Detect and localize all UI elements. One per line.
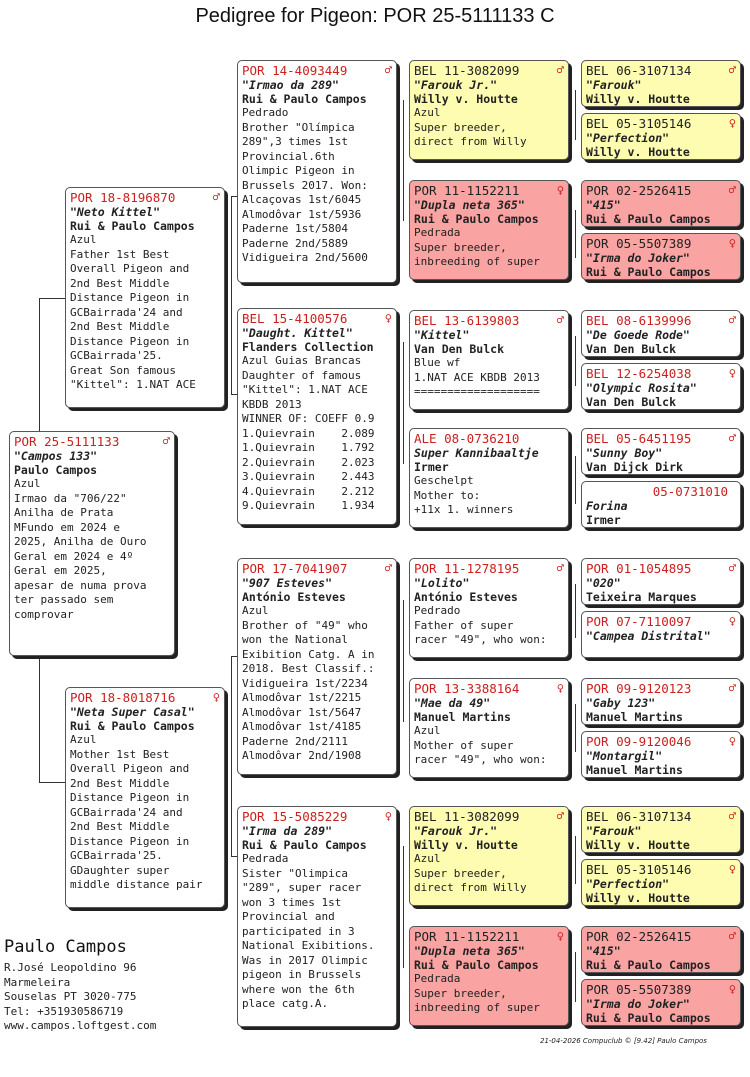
grandparent-card[interactable] xyxy=(237,558,397,775)
ring-number: 05-0731010 xyxy=(652,484,728,499)
ring-number: BEL 06-3107134 xyxy=(586,809,692,824)
ancestor-card[interactable] xyxy=(581,363,741,410)
connector-line xyxy=(575,836,576,884)
ring-number: BEL 05-3105146 xyxy=(586,862,692,877)
owner-name: Manuel Martins xyxy=(586,763,683,777)
pigeon-notes: Super breeder, inbreeding of super xyxy=(414,240,540,268)
breeder-locality: Marmeleira xyxy=(4,975,71,989)
breeder-website[interactable]: www.campos.loftgest.com xyxy=(4,1019,157,1032)
owner-name: Rui & Paulo Campos xyxy=(242,92,367,106)
male-icon: ♂ xyxy=(728,63,736,77)
owner-name: Flanders Collection xyxy=(242,340,374,354)
ring-number: POR 05-5507389 xyxy=(586,982,692,997)
ancestor-card[interactable] xyxy=(581,113,741,160)
connector-line xyxy=(231,196,232,394)
connector-line xyxy=(403,100,404,221)
owner-name: Rui & Paulo Campos xyxy=(414,958,539,972)
connector-line xyxy=(39,298,40,431)
owner-name: Rui & Paulo Campos xyxy=(586,212,711,226)
footer-credit: 21-04-2026 Compuclub © [9.42] Paulo Campos xyxy=(540,1037,707,1045)
pigeon-name: "Neto Kittel" xyxy=(70,205,161,219)
breeder-name: Paulo Campos xyxy=(4,937,127,957)
breeder-info xyxy=(4,937,234,1034)
pigeon-name: "415" xyxy=(586,944,621,958)
pigeon-name: "Lolito" xyxy=(414,576,470,590)
male-icon: ♂ xyxy=(556,561,564,575)
pigeon-name: "Campea Distrital" xyxy=(586,629,711,643)
owner-name: Willy v. Houtte xyxy=(586,838,690,852)
pigeon-color: Azul Guias Brancas xyxy=(242,354,362,367)
connector-line xyxy=(575,336,576,386)
owner-name: António Esteves xyxy=(242,590,346,604)
ring-number: POR 17-7041907 xyxy=(242,561,348,576)
pigeon-notes: Father of super racer "49", who won: xyxy=(414,618,547,646)
ancestor-card[interactable] xyxy=(581,678,741,725)
pigeon-name: "Dupla neta 365" xyxy=(414,198,525,212)
breeder-city: Souselas PT 3020-775 xyxy=(4,990,137,1003)
ancestor-card[interactable] xyxy=(581,731,741,778)
pigeon-name: "Perfection" xyxy=(586,131,670,145)
pigeon-color: Azul xyxy=(70,233,97,246)
pigeon-name: "Neta Super Casal" xyxy=(70,705,195,719)
owner-name: Willy v. Houtte xyxy=(414,838,518,852)
ring-number: POR 05-5507389 xyxy=(586,236,692,251)
pigeon-color: Azul xyxy=(414,106,441,119)
ancestor-card[interactable] xyxy=(581,310,741,357)
male-icon: ♂ xyxy=(728,681,736,695)
connector-line xyxy=(403,846,404,968)
pigeon-name: "907 Esteves" xyxy=(242,576,333,590)
ancestor-card[interactable] xyxy=(581,558,741,605)
pigeon-name: "Irma do Joker" xyxy=(586,251,690,265)
owner-name: Rui & Paulo Campos xyxy=(70,719,195,733)
pigeon-name: "Irma do Joker" xyxy=(586,997,690,1011)
pigeon-color: Blue wf xyxy=(414,356,461,369)
ring-number: POR 11-1152211 xyxy=(414,929,520,944)
owner-name: Willy v. Houtte xyxy=(414,92,518,106)
owner-name: Willy v. Houtte xyxy=(586,92,690,106)
grandparent-card[interactable] xyxy=(237,60,397,283)
pigeon-name: "415" xyxy=(586,198,621,212)
female-icon: ♀ xyxy=(728,862,736,876)
pigeon-name: Super Kannibaaltje xyxy=(414,446,539,460)
owner-name: Irmer xyxy=(414,460,449,474)
owner-name: António Esteves xyxy=(414,590,518,604)
pigeon-notes: Super breeder, direct from Willy xyxy=(414,866,527,894)
pigeon-color: Pedrado xyxy=(242,106,289,119)
female-icon: ♀ xyxy=(384,809,392,823)
owner-name: Rui & Paulo Campos xyxy=(586,265,711,279)
pigeon-color: Pedrada xyxy=(242,852,289,865)
male-icon: ♂ xyxy=(162,434,170,448)
grandparent-card[interactable] xyxy=(237,806,397,1027)
female-icon: ♀ xyxy=(212,690,220,704)
breeder-address: R.José Leopoldino 96 xyxy=(4,961,137,974)
ancestor-card[interactable] xyxy=(581,428,741,475)
female-icon: ♀ xyxy=(728,982,736,996)
pigeon-name: "Dupla neta 365" xyxy=(414,944,525,958)
pigeon-color: Azul xyxy=(242,604,269,617)
owner-name: Rui & Paulo Campos xyxy=(414,212,539,226)
female-icon: ♀ xyxy=(556,681,564,695)
ring-number: POR 18-8018716 xyxy=(70,690,176,705)
pigeon-color: Pedrado xyxy=(414,604,461,617)
pigeon-notes: Mother 1st Best Overall Pigeon and 2nd Best Middle Distance Pigeon in GCBairrada'24 and 2nd Best Middle Distance Pigeon in GCBairrada'25. GDaughter super middle distance pair xyxy=(70,747,203,891)
pigeon-name: "Farouk" xyxy=(586,824,642,838)
male-icon: ♂ xyxy=(728,313,736,327)
pigeon-color: Geschelpt xyxy=(414,474,474,487)
ring-number: POR 13-3388164 xyxy=(414,681,520,696)
female-icon: ♀ xyxy=(556,929,564,943)
connector-line xyxy=(403,600,404,722)
male-icon: ♂ xyxy=(556,63,564,77)
connector-line xyxy=(575,704,576,752)
pigeon-color: Pedrada xyxy=(414,972,461,985)
pigeon-name: "De Goede Rode" xyxy=(586,328,690,342)
grandparent-card[interactable] xyxy=(237,308,397,525)
pigeon-color: Pedrada xyxy=(414,226,461,239)
ring-number: POR 09-9120123 xyxy=(586,681,692,696)
connector-line xyxy=(231,656,232,856)
male-icon: ♂ xyxy=(728,809,736,823)
pigeon-name: "Farouk" xyxy=(586,78,642,92)
ancestor-card[interactable] xyxy=(581,611,741,658)
pigeon-notes: Mother of super racer "49", who won: xyxy=(414,738,547,766)
pigeon-notes: 1.NAT ACE KBDB 2013 =================== xyxy=(414,370,540,398)
pigeon-name: Forina xyxy=(586,499,628,513)
pigeon-notes: Daughter of famous "Kittel": 1.NAT ACE KBDB 2013 WINNER OF: COEFF 0.9 1.Quievrain 2.089 1.Quievrain 1.792 2.Quievrain 2.023 3.Quievrain 2.443 4.Quievrain 2.212 9.Quievrain 1.934 xyxy=(242,368,375,512)
ancestor-card[interactable] xyxy=(581,180,741,227)
pigeon-name: "Irmao da 289" xyxy=(242,78,339,92)
pigeon-name: "Campos 133" xyxy=(14,449,98,463)
ring-number: POR 02-2526415 xyxy=(586,929,692,944)
connector-line xyxy=(575,952,576,1002)
pigeon-name: "Kittel" xyxy=(414,328,470,342)
ancestor-card[interactable] xyxy=(581,926,741,973)
male-icon: ♂ xyxy=(384,63,392,77)
dam-card[interactable] xyxy=(65,687,225,908)
pigeon-name: "Irma da 289" xyxy=(242,824,333,838)
male-icon: ♂ xyxy=(384,561,392,575)
owner-name: Manuel Martins xyxy=(586,710,683,724)
pigeon-notes: Mother to: +11x 1. winners xyxy=(414,488,514,516)
ring-number: BEL 11-3082099 xyxy=(414,809,520,824)
pigeon-notes: Sister "Olimpica "289", super racer won 3 times 1st Provincial and participated in 3 National Exibitions. Was in 2017 Olimpic pigeon in Brussels where won the 6th place catg.A. xyxy=(242,866,375,1010)
great-grandparent-card[interactable] xyxy=(409,926,569,1026)
ring-number: POR 11-1152211 xyxy=(414,183,520,198)
pigeon-name: "Montargil" xyxy=(586,749,663,763)
male-icon: ♂ xyxy=(556,809,564,823)
ancestor-card[interactable] xyxy=(581,233,741,280)
owner-name: Manuel Martins xyxy=(414,710,511,724)
owner-name: Rui & Paulo Campos xyxy=(586,958,711,972)
connector-line xyxy=(575,456,576,504)
female-icon: ♀ xyxy=(728,366,736,380)
pigeon-color: Azul xyxy=(414,724,441,737)
owner-name: Teixeira Marques xyxy=(586,590,697,604)
ring-number: POR 07-7110097 xyxy=(586,614,692,629)
pigeon-name: "Daught. Kittel" xyxy=(242,326,353,340)
connector-line xyxy=(575,90,576,140)
pigeon-name: "Mae da 49" xyxy=(414,696,491,710)
male-icon: ♂ xyxy=(728,431,736,445)
great-grandparent-card[interactable] xyxy=(409,558,569,658)
ring-number: BEL 06-3107134 xyxy=(586,63,692,78)
female-icon: ♀ xyxy=(384,311,392,325)
owner-name: Paulo Campos xyxy=(14,463,98,477)
male-icon: ♂ xyxy=(728,561,736,575)
ring-number: BEL 12-6254038 xyxy=(586,366,692,381)
owner-name: Van Dijck Dirk xyxy=(586,460,683,474)
ring-number: ALE 08-0736210 xyxy=(414,431,520,446)
great-grandparent-card[interactable] xyxy=(409,428,569,528)
owner-name: Rui & Paulo Campos xyxy=(70,219,195,233)
pigeon-notes: Father 1st Best Overall Pigeon and 2nd Best Middle Distance Pigeon in GCBairrada'24 and 2nd Best Middle Distance Pigeon in GCBairrada'25. Great Son famous "Kittel": 1.NAT ACE xyxy=(70,247,196,391)
pigeon-notes: Super breeder, inbreeding of super xyxy=(414,986,540,1014)
owner-name: Van Den Bulck xyxy=(414,342,505,356)
pigeon-name: "Gaby 123" xyxy=(586,696,656,710)
great-grandparent-card[interactable] xyxy=(409,60,569,160)
connector-line xyxy=(575,584,576,638)
female-icon: ♀ xyxy=(728,116,736,130)
ring-number: POR 18-8196870 xyxy=(70,190,176,205)
ancestor-card[interactable] xyxy=(581,481,741,528)
ring-number: POR 09-9120046 xyxy=(586,734,692,749)
connector-line xyxy=(39,298,65,299)
pigeon-name: "020" xyxy=(586,576,621,590)
great-grandparent-card[interactable] xyxy=(409,180,569,280)
great-grandparent-card[interactable] xyxy=(409,806,569,906)
pigeon-name: "Perfection" xyxy=(586,877,670,891)
pigeon-notes: Brother of "49" who won the National Exibition Catg. A in 2018. Best Classif.: Vidigueira 1st/2234 Almodôvar 1st/2215 Almodôvar 1st/5647 Almodôvar 1st/4185 Paderne 2nd/2111 Almodôvar 2nd/1908 xyxy=(242,618,375,762)
pigeon-name: "Farouk Jr." xyxy=(414,824,498,838)
female-icon: ♀ xyxy=(728,734,736,748)
ancestor-card[interactable] xyxy=(581,979,741,1026)
pigeon-name: "Olympic Rosita" xyxy=(586,381,697,395)
owner-name: Rui & Paulo Campos xyxy=(586,1011,711,1025)
owner-name: Willy v. Houtte xyxy=(586,145,690,159)
ancestor-card[interactable] xyxy=(581,859,741,906)
ring-number: POR 15-5085229 xyxy=(242,809,348,824)
pigeon-name: "Farouk Jr." xyxy=(414,78,498,92)
pigeon-notes: Irmao da "706/22" Anilha de Prata MFundo em 2024 e 2025, Anilha de Ouro Geral em 2024 e 4º Geral em 2025, apesar de numa prova ter passado sem comprovar xyxy=(14,491,147,621)
pigeon-notes: Brother "Olímpica 289",3 times 1st Provincial.6th Olimpic Pigeon in Brussels 2017. Won: Alcaçovas 1st/6045 Almodôvar 1st/5936 Paderne 1st/5804 Paderne 2nd/5889 Vidigueira 2nd/5600 xyxy=(242,120,368,264)
breeder-phone: Tel: +351930586719 xyxy=(4,1004,124,1018)
connector-line xyxy=(403,342,404,464)
ring-number: BEL 05-6451195 xyxy=(586,431,692,446)
pigeon-name: "Sunny Boy" xyxy=(586,446,663,460)
ring-number: POR 25-5111133 xyxy=(14,434,120,449)
connector-line xyxy=(39,656,40,782)
ring-number: BEL 05-3105146 xyxy=(586,116,692,131)
connector-line xyxy=(39,782,65,783)
pigeon-color: Azul xyxy=(70,733,97,746)
male-icon: ♂ xyxy=(556,313,564,327)
male-icon: ♂ xyxy=(728,183,736,197)
ring-number: BEL 13-6139803 xyxy=(414,313,520,328)
ring-number: POR 14-4093449 xyxy=(242,63,348,78)
owner-name: Van Den Bulck xyxy=(586,395,677,409)
female-icon: ♀ xyxy=(728,614,736,628)
owner-name: Willy v. Houtte xyxy=(586,891,690,905)
subject-card[interactable] xyxy=(9,431,175,656)
ring-number: POR 11-1278195 xyxy=(414,561,520,576)
owner-name: Van Den Bulck xyxy=(586,342,677,356)
ancestor-card[interactable] xyxy=(581,806,741,853)
page-title: Pedigree for Pigeon: POR 25-5111133 C xyxy=(195,5,555,27)
ancestor-card[interactable] xyxy=(581,60,741,107)
female-icon: ♀ xyxy=(728,236,736,250)
sire-card[interactable] xyxy=(65,187,225,408)
pigeon-color: Azul xyxy=(14,477,41,490)
great-grandparent-card[interactable] xyxy=(409,678,569,778)
owner-name: Irmer xyxy=(586,513,621,527)
connector-line xyxy=(575,210,576,258)
pigeon-color: Azul xyxy=(414,852,441,865)
ring-number: BEL 08-6139996 xyxy=(586,313,692,328)
male-icon: ♂ xyxy=(728,929,736,943)
great-grandparent-card[interactable] xyxy=(409,310,569,410)
owner-name: Rui & Paulo Campos xyxy=(242,838,367,852)
ring-number: POR 02-2526415 xyxy=(586,183,692,198)
pigeon-notes: Super breeder, direct from Willy xyxy=(414,120,527,148)
ring-number: BEL 11-3082099 xyxy=(414,63,520,78)
female-icon: ♀ xyxy=(556,183,564,197)
male-icon: ♂ xyxy=(212,190,220,204)
ring-number: BEL 15-4100576 xyxy=(242,311,348,326)
ring-number: POR 01-1054895 xyxy=(586,561,692,576)
